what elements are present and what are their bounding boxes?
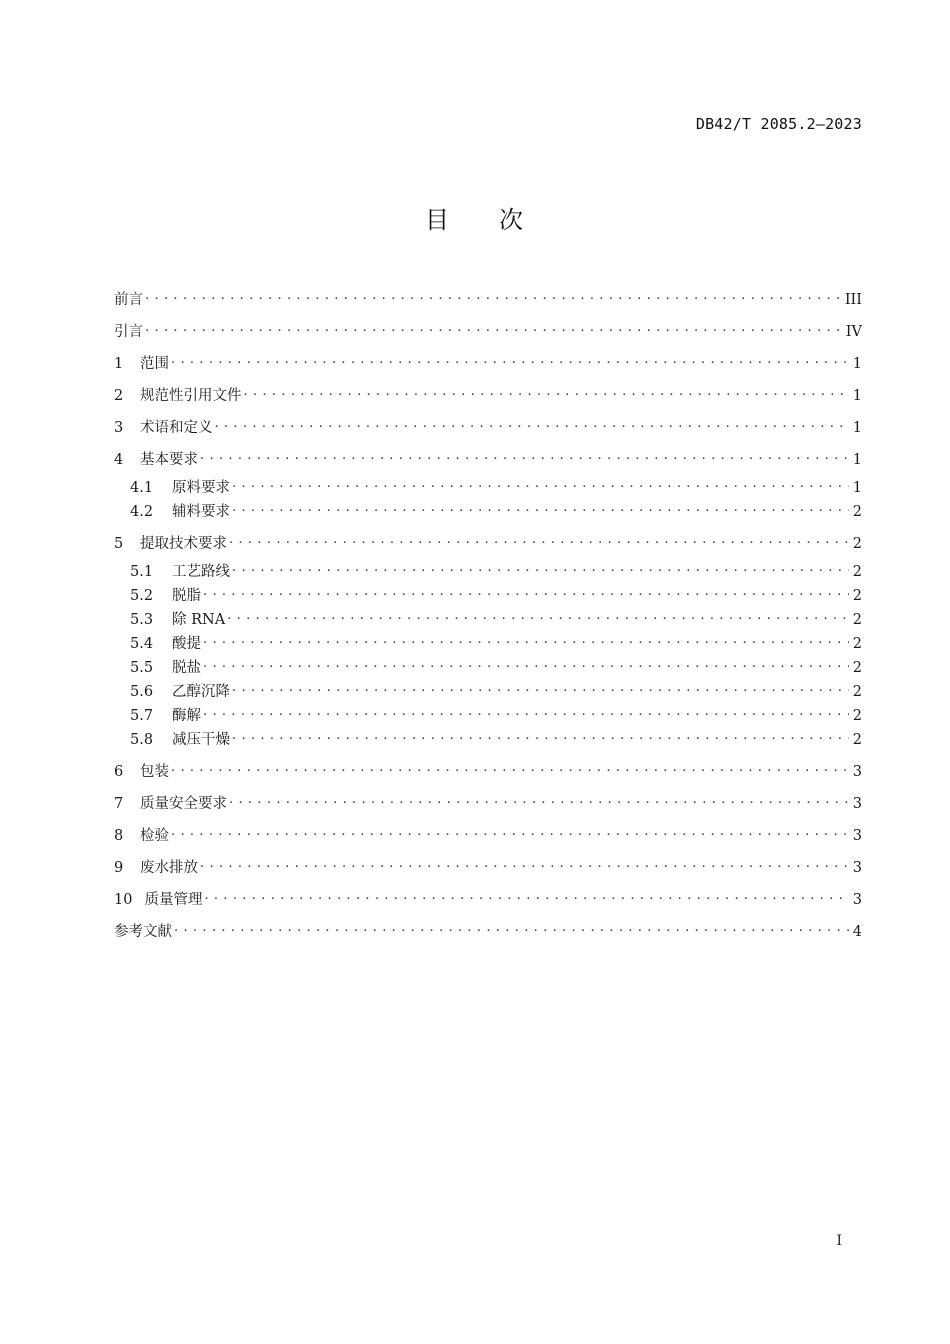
toc-dot-leader <box>232 562 849 577</box>
toc-entry-number: 4.2 <box>130 504 154 520</box>
toc-entry-page: 1 <box>852 480 862 496</box>
toc-entry-page: 2 <box>852 684 862 700</box>
toc-entry-label: 检验 <box>140 828 169 844</box>
toc-entry-number: 5.2 <box>130 588 154 604</box>
toc-entry-page: 2 <box>852 588 862 604</box>
toc-dot-leader <box>227 610 849 625</box>
toc-dot-leader <box>232 502 849 517</box>
toc-entry[interactable] <box>114 884 862 916</box>
toc-entry-page: 2 <box>852 708 862 724</box>
toc-entry-label: 规范性引用文件 <box>140 388 242 404</box>
toc-entry-number: 4.1 <box>130 480 154 496</box>
toc-dot-leader <box>232 682 849 697</box>
toc-entry-label: 辅料要求 <box>172 504 230 520</box>
toc-entry[interactable] <box>114 756 862 788</box>
toc-entry[interactable] <box>114 704 862 728</box>
toc-entry-label: 脱脂 <box>172 588 201 604</box>
toc-entry-number: 9 <box>114 860 124 876</box>
toc-entry-number: 5.3 <box>130 612 154 628</box>
toc-entry[interactable] <box>114 584 862 608</box>
toc-entry-page: 3 <box>852 892 862 908</box>
toc-dot-leader <box>204 890 848 905</box>
toc-dot-leader <box>229 534 849 549</box>
toc-dot-leader <box>215 418 849 433</box>
toc-entry-label: 减压干燥 <box>172 732 230 748</box>
toc-entry-label: 酶解 <box>172 708 201 724</box>
toc-entry[interactable] <box>114 316 862 348</box>
toc-dot-leader <box>200 450 849 465</box>
toc-entry[interactable] <box>114 380 862 412</box>
toc-entry[interactable] <box>114 632 862 656</box>
toc-entry-page: 1 <box>852 388 862 404</box>
toc-dot-leader <box>145 322 842 337</box>
toc-entry-page: 3 <box>852 796 862 812</box>
toc-entry-page: 1 <box>852 452 862 468</box>
toc-entry-page: IV <box>845 324 862 340</box>
toc-entry-label: 引言 <box>114 324 143 340</box>
toc-entry[interactable] <box>114 444 862 476</box>
toc-dot-leader <box>145 290 841 305</box>
toc-title-char-2: 次 <box>499 206 525 234</box>
table-of-contents <box>114 284 862 948</box>
toc-entry[interactable] <box>114 852 862 884</box>
toc-entry-label: 工艺路线 <box>172 564 230 580</box>
toc-entry[interactable] <box>114 788 862 820</box>
toc-entry-page: 4 <box>852 924 862 940</box>
toc-dot-leader <box>200 858 849 873</box>
toc-entry-label: 参考文献 <box>114 924 172 940</box>
toc-entry-label: 原料要求 <box>172 480 230 496</box>
toc-entry-number: 1 <box>114 356 124 372</box>
toc-entry-page: 2 <box>852 504 862 520</box>
toc-entry-number: 3 <box>114 420 124 436</box>
toc-entry-page: 2 <box>852 536 862 552</box>
toc-entry[interactable] <box>114 680 862 704</box>
toc-entry-number: 2 <box>114 388 124 404</box>
toc-entry-number: 5 <box>114 536 124 552</box>
toc-entry[interactable] <box>114 528 862 560</box>
toc-title-char-1: 目 <box>425 206 451 234</box>
toc-entry-label: 质量管理 <box>144 892 203 908</box>
toc-entry-number: 6 <box>114 764 124 780</box>
toc-entry-number: 5.4 <box>130 636 154 652</box>
toc-entry-page: 1 <box>852 356 862 372</box>
toc-entry-label: 基本要求 <box>140 452 198 468</box>
toc-entry-number: 5.6 <box>130 684 154 700</box>
toc-dot-leader <box>171 762 849 777</box>
toc-entry-page: 3 <box>852 764 862 780</box>
toc-dot-leader <box>232 730 849 745</box>
toc-entry-page: 3 <box>852 828 862 844</box>
toc-entry-label: 提取技术要求 <box>140 536 227 552</box>
toc-dot-leader <box>203 706 849 721</box>
toc-dot-leader <box>171 826 849 841</box>
toc-dot-leader <box>244 386 849 401</box>
toc-entry-page: 2 <box>852 612 862 628</box>
toc-dot-leader <box>203 658 849 673</box>
toc-entry-page: 2 <box>852 660 862 676</box>
toc-title <box>0 200 950 235</box>
toc-entry[interactable] <box>114 560 862 584</box>
toc-entry[interactable] <box>114 656 862 680</box>
toc-entry-page: III <box>844 292 862 308</box>
toc-entry[interactable] <box>114 728 862 752</box>
toc-entry[interactable] <box>114 916 862 948</box>
toc-entry-page: 2 <box>852 564 862 580</box>
toc-dot-leader <box>203 586 849 601</box>
toc-entry-page: 1 <box>852 420 862 436</box>
toc-entry-label: 废水排放 <box>140 860 198 876</box>
toc-entry-number: 10 <box>114 892 133 908</box>
toc-entry-label: 前言 <box>114 292 143 308</box>
toc-entry-label: 脱盐 <box>172 660 201 676</box>
toc-dot-leader <box>174 922 849 937</box>
toc-entry-number: 4 <box>114 452 124 468</box>
document-code: DB42/T 2085.2—2023 <box>695 115 862 133</box>
toc-entry[interactable] <box>114 284 862 316</box>
toc-entry-number: 8 <box>114 828 124 844</box>
page-number: I <box>836 1233 842 1249</box>
toc-entry[interactable] <box>114 348 862 380</box>
toc-entry-page: 2 <box>852 732 862 748</box>
toc-entry-number: 5.7 <box>130 708 154 724</box>
toc-entry[interactable] <box>114 820 862 852</box>
toc-entry-label: 包装 <box>140 764 169 780</box>
toc-entry-label: 酸提 <box>172 636 201 652</box>
toc-dot-leader <box>229 794 849 809</box>
toc-entry-page: 3 <box>852 860 862 876</box>
toc-entry-label: 范围 <box>140 356 169 372</box>
toc-entry-number: 5.5 <box>130 660 154 676</box>
toc-entry-number: 7 <box>114 796 124 812</box>
toc-entry[interactable] <box>114 500 862 524</box>
toc-entry-page: 2 <box>852 636 862 652</box>
toc-entry-label: 质量安全要求 <box>140 796 227 812</box>
toc-dot-leader <box>203 634 849 649</box>
toc-entry-number: 5.8 <box>130 732 154 748</box>
toc-entry-label: 术语和定义 <box>140 420 213 436</box>
toc-dot-leader <box>171 354 849 369</box>
toc-entry-label: 除 RNA <box>172 612 226 628</box>
toc-entry-label: 乙醇沉降 <box>172 684 230 700</box>
toc-entry-number: 5.1 <box>130 564 154 580</box>
toc-entry[interactable] <box>114 476 862 500</box>
toc-entry[interactable] <box>114 608 862 632</box>
toc-entry[interactable] <box>114 412 862 444</box>
toc-dot-leader <box>232 478 849 493</box>
